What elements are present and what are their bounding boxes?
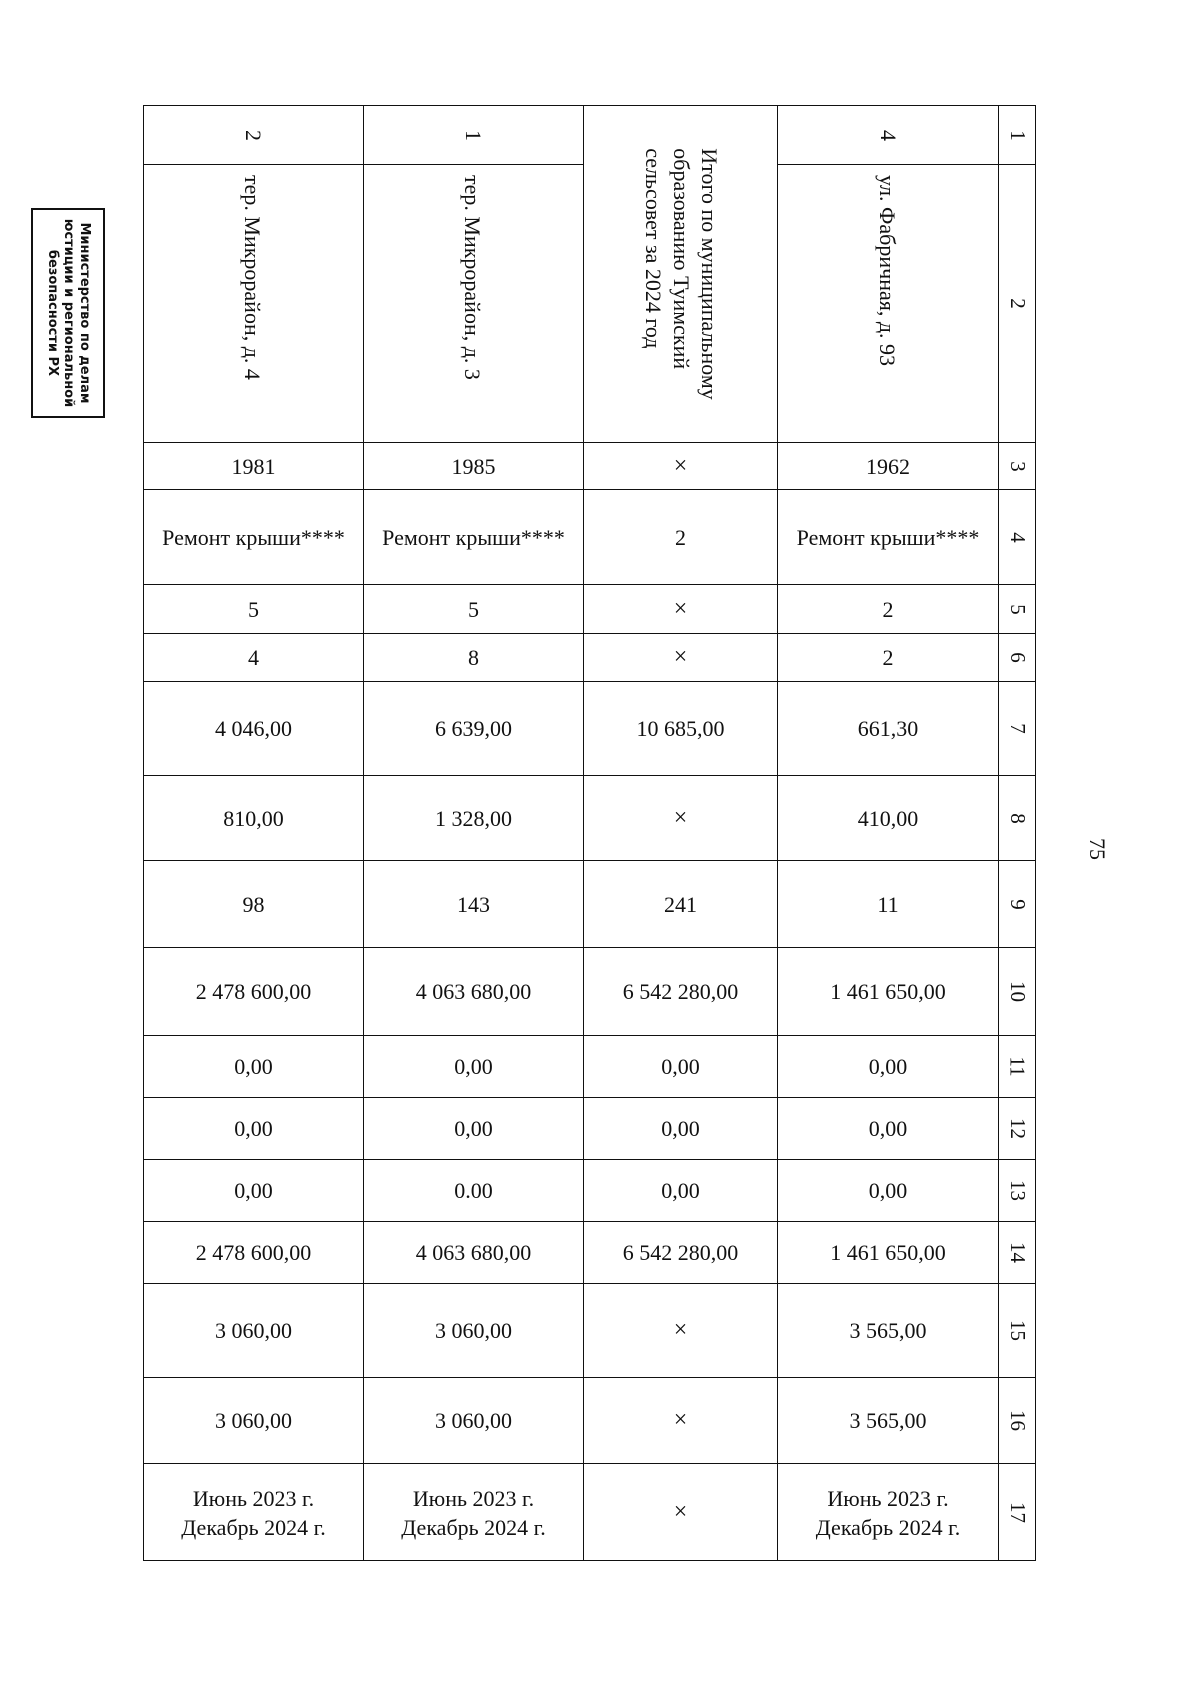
cell-value: 241 — [664, 891, 697, 917]
cell-value: × — [673, 644, 688, 670]
cell-value: 5 — [248, 596, 259, 622]
cell-value: 2 — [675, 524, 686, 550]
row-number: 14 — [1006, 1242, 1030, 1263]
registration-stamp — [31, 208, 105, 418]
table-cell — [363, 1221, 583, 1283]
cell-value: × — [673, 804, 688, 831]
cell-value: 143 — [457, 891, 490, 917]
period-line: Июнь 2023 г. — [412, 1485, 535, 1511]
cell-value: 0,00 — [868, 1116, 908, 1141]
row-number-cell — [998, 1283, 1036, 1377]
cell-value: 0,00 — [234, 1178, 273, 1203]
cell-value: 2 — [882, 596, 894, 622]
row-number: 9 — [1006, 898, 1030, 910]
page-number: 75 — [1085, 838, 1110, 860]
total-header-cell — [583, 105, 777, 442]
cell-value: 2 478 600,00 — [195, 979, 312, 1004]
table-cell — [363, 1035, 583, 1097]
rotated-data-table — [143, 105, 1036, 1561]
row-number: 5 — [1006, 603, 1030, 615]
cell-value: 0,00 — [661, 1178, 700, 1203]
table-cell — [583, 860, 777, 947]
row-number: 4 — [1006, 531, 1030, 543]
cell-value: × — [673, 1407, 688, 1433]
table-cell — [363, 1097, 583, 1159]
cell-value: × — [673, 595, 688, 622]
table-cell — [143, 1035, 363, 1097]
house-number: 1 — [461, 129, 486, 141]
cell-value: 0,00 — [661, 1116, 700, 1141]
row-number: 2 — [1006, 298, 1030, 309]
row-number-cell — [998, 1221, 1036, 1283]
cell-value: Ремонт крыши**** — [162, 524, 345, 550]
table-cell — [583, 1159, 777, 1221]
row-number: 6 — [1006, 652, 1030, 663]
row-number-cell — [998, 1377, 1036, 1463]
period-line: Декабрь 2024 г. — [815, 1514, 961, 1540]
table-cell — [363, 775, 583, 860]
cell-value: 5 — [468, 596, 479, 622]
house-number: 2 — [241, 129, 266, 141]
cell-value: 6 542 280,00 — [622, 979, 739, 1004]
house-number-cell — [143, 105, 363, 164]
table-cell — [777, 1097, 998, 1159]
cell-value: 3 060,00 — [215, 1408, 292, 1433]
cell-value: 1 328,00 — [435, 805, 512, 831]
total-title-line: сельсовет за 2024 год — [640, 148, 666, 349]
cell-value: 4 — [248, 645, 259, 670]
period-line: Декабрь 2024 г. — [181, 1514, 326, 1540]
table-cell — [583, 1283, 777, 1377]
table-cell — [143, 1377, 363, 1463]
stamp-line: Министерство по делам — [77, 222, 92, 404]
table-cell — [777, 489, 998, 584]
row-number: 10 — [1006, 981, 1030, 1002]
cell-value: 1985 — [451, 453, 496, 479]
table-cell — [363, 489, 583, 584]
row-number: 12 — [1006, 1118, 1030, 1139]
address-cell — [143, 164, 363, 442]
cell-value: 4 063 680,00 — [415, 979, 532, 1004]
table-cell — [143, 860, 363, 947]
cell-value: 98 — [242, 891, 265, 917]
cell-value: 4 063 680,00 — [415, 1240, 532, 1265]
table-cell — [583, 1097, 777, 1159]
row-number-cell — [998, 860, 1036, 947]
table-cell — [363, 442, 583, 489]
table-cell — [777, 1221, 998, 1283]
table-cell — [583, 775, 777, 860]
cell-value: 11 — [877, 891, 899, 917]
table-cell — [143, 1221, 363, 1283]
address-text: тер. Микрорайон, д. 4 — [240, 175, 265, 380]
period-cell — [143, 1463, 363, 1561]
table-cell — [583, 1221, 777, 1283]
table-cell — [777, 584, 998, 633]
address-text: тер. Микрорайон, д. 3 — [460, 175, 485, 380]
row-number: 8 — [1006, 812, 1030, 824]
row-number-cell — [998, 1097, 1036, 1159]
cell-value: 0,00 — [868, 1054, 908, 1079]
row-number-cell — [998, 1463, 1036, 1561]
row-number: 16 — [1006, 1410, 1030, 1431]
table-cell — [143, 1283, 363, 1377]
table-cell — [583, 442, 777, 489]
total-title-line: Итого по муниципальному — [696, 148, 722, 400]
cell-value: 1 461 650,00 — [830, 1240, 946, 1265]
row-number: 17 — [1006, 1502, 1030, 1523]
row-number-cell — [998, 164, 1036, 442]
cell-value: Ремонт крыши**** — [796, 524, 980, 550]
cell-value: × — [673, 452, 688, 479]
table-cell — [777, 633, 998, 681]
address-cell — [363, 164, 583, 442]
total-title-line: образованию Туимский — [668, 148, 694, 370]
table-cell — [143, 584, 363, 633]
cell-value: 1962 — [866, 453, 910, 479]
table-cell — [143, 1159, 363, 1221]
cell-value: 4 046,00 — [215, 716, 292, 741]
row-number-cell — [998, 633, 1036, 681]
row-number-cell — [998, 775, 1036, 860]
table-cell — [143, 442, 363, 489]
period-cell — [363, 1463, 583, 1561]
cell-value: 0.00 — [454, 1178, 493, 1203]
cell-value: 0,00 — [454, 1054, 493, 1079]
table-cell — [363, 633, 583, 681]
table-cell — [143, 633, 363, 681]
cell-value: 3 060,00 — [435, 1318, 512, 1343]
address-text: ул. Фабричная, д. 93 — [874, 175, 900, 367]
house-number: 4 — [875, 129, 901, 141]
row-number: 1 — [1006, 129, 1030, 141]
table-cell — [363, 1377, 583, 1463]
row-number: 7 — [1006, 723, 1030, 734]
table-cell — [583, 1377, 777, 1463]
table-cell — [363, 860, 583, 947]
cell-value: 0,00 — [661, 1054, 700, 1079]
house-number-cell — [777, 105, 998, 164]
cell-value: Ремонт крыши**** — [382, 524, 565, 550]
period-line: Июнь 2023 г. — [192, 1485, 315, 1511]
cell-value: 10 685,00 — [636, 716, 725, 741]
table-cell — [777, 1283, 998, 1377]
cell-value: 3 565,00 — [849, 1318, 927, 1343]
cell-value: 0,00 — [234, 1054, 273, 1079]
cell-value: × — [673, 1317, 688, 1343]
period-line: Декабрь 2024 г. — [401, 1514, 546, 1540]
row-number-cell — [998, 584, 1036, 633]
table-cell — [583, 489, 777, 584]
cell-value: 1981 — [231, 453, 276, 479]
row-number: 11 — [1005, 1056, 1030, 1077]
stamp-line: юстиции и региональной — [61, 218, 76, 408]
cell-value: 2 478 600,00 — [195, 1240, 312, 1265]
cell-value: 0,00 — [234, 1116, 273, 1141]
cell-value: 6 542 280,00 — [622, 1240, 739, 1265]
period-line: Июнь 2023 г. — [827, 1485, 949, 1511]
table-cell — [777, 860, 998, 947]
table-cell — [777, 947, 998, 1035]
row-number: 3 — [1006, 460, 1030, 472]
table-cell — [583, 681, 777, 775]
table-cell — [583, 633, 777, 681]
address-cell — [777, 164, 998, 442]
cell-value: 1 461 650,00 — [830, 979, 946, 1004]
row-number: 15 — [1006, 1320, 1030, 1341]
table-cell — [143, 1097, 363, 1159]
table-cell — [583, 947, 777, 1035]
period-cell — [777, 1463, 998, 1561]
row-number-cell — [998, 947, 1036, 1035]
row-number-cell — [998, 1035, 1036, 1097]
cell-value: 6 639,00 — [435, 716, 512, 741]
table-cell — [363, 584, 583, 633]
cell-value: 410,00 — [857, 805, 919, 831]
table-cell — [143, 489, 363, 584]
cell-value: 2 — [882, 645, 894, 670]
table-cell — [583, 1035, 777, 1097]
cell-value: 0,00 — [868, 1178, 908, 1203]
table-cell — [143, 681, 363, 775]
table-cell — [363, 947, 583, 1035]
cell-value: 3 060,00 — [215, 1318, 292, 1343]
row-number-cell — [998, 1159, 1036, 1221]
table-cell — [777, 775, 998, 860]
table-cell — [777, 1377, 998, 1463]
table-cell — [363, 1283, 583, 1377]
table-cell — [143, 775, 363, 860]
stamp-line: безопасности РХ — [45, 249, 60, 377]
table-cell — [777, 442, 998, 489]
row-number-cell — [998, 489, 1036, 584]
cell-value: 661,30 — [857, 716, 919, 741]
cell-value: 8 — [468, 645, 479, 670]
cell-value: 3 060,00 — [435, 1408, 512, 1433]
row-number-cell — [998, 105, 1036, 164]
row-number-cell — [998, 442, 1036, 489]
cell-value: 810,00 — [223, 805, 284, 831]
table-cell — [143, 947, 363, 1035]
table-cell — [363, 1159, 583, 1221]
table-cell — [777, 1159, 998, 1221]
row-number: 13 — [1006, 1180, 1030, 1201]
cell-value: × — [673, 1499, 688, 1525]
row-number-cell — [998, 681, 1036, 775]
table-cell — [363, 681, 583, 775]
table-cell — [583, 584, 777, 633]
cell-value: 3 565,00 — [849, 1408, 927, 1433]
house-number-cell — [363, 105, 583, 164]
cell-value: 0,00 — [454, 1116, 493, 1141]
table-cell — [777, 681, 998, 775]
table-cell — [777, 1035, 998, 1097]
period-cell — [583, 1463, 777, 1561]
